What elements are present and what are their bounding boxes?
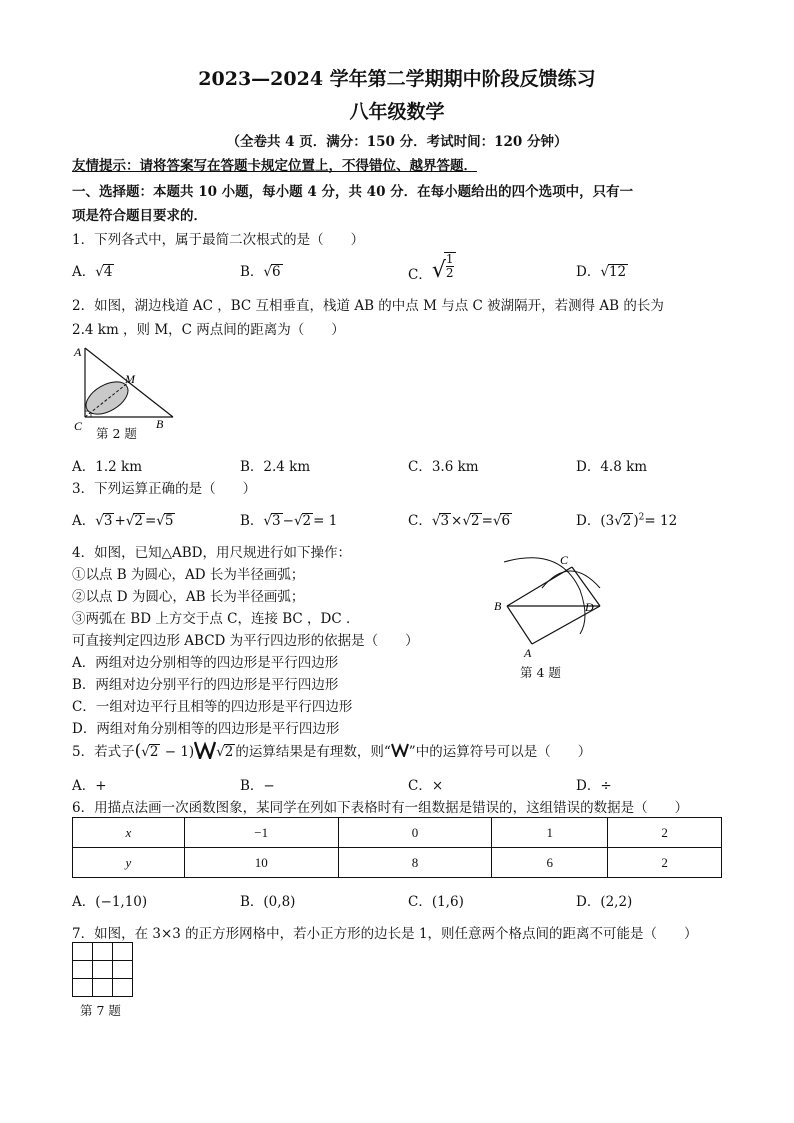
q3-option-c (408, 509, 512, 529)
radicand: 2 (224, 744, 234, 760)
q1-option-c (408, 252, 456, 283)
q6-option-d: D．(2,2) (576, 894, 633, 910)
label-c: C (74, 419, 83, 433)
q5-prefix: 5．若式子 (72, 744, 135, 760)
q6-table (72, 817, 722, 878)
question-4-line4: ③两弧在 BD 上方交于点 C，连接 BC ，DC ． (72, 611, 360, 627)
q4-figure (490, 548, 610, 663)
q2-figure-caption: 第 2 题 (96, 426, 137, 441)
table-header-x: x (73, 818, 185, 848)
operator: × (451, 513, 463, 529)
sqrt-icon: √ (95, 264, 104, 280)
q5-option-d: D．÷ (576, 778, 612, 794)
sqrt-icon: √ (263, 513, 273, 529)
operator-placeholder-icon (391, 743, 409, 757)
operator: − (282, 513, 294, 529)
radicand: 4 (103, 264, 113, 280)
q2-option-a: A．1.2 km (72, 459, 142, 475)
q5-option-a: A．+ (72, 778, 107, 794)
q3-option-a (72, 509, 175, 529)
label-a: A (524, 646, 532, 660)
q4-option-b: B．两组对边分别平行的四边形是平行四边形 (72, 677, 339, 693)
sqrt-icon: √ (431, 513, 441, 529)
q6-option-c: C．(1,6) (408, 894, 464, 910)
q7-grid-figure (72, 942, 134, 1000)
expr-part: − 1) (160, 744, 195, 760)
q6-option-a: A．(−1,10) (72, 894, 148, 910)
label-c: C (560, 553, 569, 567)
q4-option-d: D．两组对角分别相等的四边形是平行四边形 (72, 721, 340, 737)
q1-option-d (576, 260, 628, 280)
sqrt-icon: √ (600, 264, 609, 280)
sqrt-icon: √ (614, 513, 623, 529)
equals-sign: = (481, 513, 493, 529)
option-label: A． (72, 513, 96, 529)
label-b: B (494, 599, 502, 613)
q6-option-b: B．(0,8) (240, 894, 296, 910)
result: = 12 (644, 513, 678, 529)
option-label: D． (576, 264, 601, 280)
q5-suffix: 的运算结果是有理数，则“ (235, 744, 391, 760)
segment-bc (507, 567, 572, 606)
option-label: B． (240, 264, 264, 280)
radicand: 2 (470, 513, 480, 529)
q4-option-a: A．两组对边分别相等的四边形是平行四边形 (72, 655, 339, 671)
table-cell: 2 (608, 818, 722, 848)
table-row-x (73, 818, 722, 848)
paren-close: ) (633, 513, 639, 529)
result: = 1 (313, 513, 338, 529)
question-6-stem: 6．用描点法画一次函数图象，某同学在列如下表格时有一组数据是错误的，这组错误的数据是（ ） (72, 800, 689, 816)
sqrt-icon: √ (293, 513, 303, 529)
option-label: B． (240, 513, 264, 529)
q2-option-c: C．3.6 km (408, 459, 479, 475)
sqrt-icon: √ (263, 264, 273, 280)
sqrt-icon: √ (492, 513, 502, 529)
numerator: 1 (445, 252, 454, 266)
paren-open: ( (134, 741, 142, 761)
sqrt-icon: √ (95, 513, 104, 529)
q5-suffix2: ”中的运算符号可以是（ ） (408, 744, 592, 760)
exam-info: （全卷共 4 页．满分：150 分．考试时间：120 分钟） (226, 134, 568, 150)
radicand: 6 (272, 264, 281, 280)
radicand: 12 (608, 264, 627, 280)
table-cell: 10 (184, 848, 338, 878)
option-label: C． (408, 267, 432, 283)
table-cell: 6 (492, 848, 608, 878)
operator: + (114, 513, 126, 529)
option-label: C． (408, 513, 432, 529)
sqrt-icon: √ (125, 513, 135, 529)
sqrt-icon: √ (431, 258, 446, 283)
option-label: A． (72, 264, 96, 280)
table-cell: −1 (184, 818, 338, 848)
question-3-stem: 3．下列运算正确的是（ ） (72, 481, 257, 497)
radicand: 3 (103, 513, 113, 529)
question-2-line2: 2.4 km ，则 M，C 两点间的距离为（ ） (72, 322, 345, 338)
q4-figure-caption: 第 4 题 (520, 665, 561, 680)
radicand: 3 (272, 513, 281, 529)
radicand: 2 (622, 513, 632, 529)
q4-option-c: C．一组对边平行且相等的四边形是平行四边形 (72, 699, 353, 715)
q2-option-d: D．4.8 km (576, 459, 648, 475)
radicand: 3 (440, 513, 450, 529)
sqrt-icon: √ (462, 513, 471, 529)
radicand: 2 (134, 513, 143, 529)
question-2-line1: 2．如图，湖边栈道 AC ，BC 互相垂直，栈道 AB 的中点 M 与点 C 被湖隔开，若测得 AB 的长为 (72, 298, 664, 314)
sqrt-icon: √ (216, 744, 225, 760)
friendly-tip: 友情提示：请将答案写在答题卡规定位置上，不得错位、越界答题． (72, 158, 477, 174)
section-heading-line1: 一、选择题：本题共 10 小题，每小题 4 分，共 40 分．在每小题给出的四个选项中，只有一 (72, 184, 634, 200)
q3-option-d (576, 509, 677, 529)
radicand: 2 (149, 744, 159, 760)
label-a: A (74, 345, 82, 359)
radicand: 2 (302, 513, 312, 529)
q7-figure-caption: 第 7 题 (80, 1003, 121, 1018)
label-d: D (585, 600, 594, 614)
question-1-stem: 1．下列各式中，属于最简二次根式的是（ ） (72, 232, 365, 248)
radicand: 6 (501, 513, 511, 529)
page-subtitle: 八年级数学 (349, 101, 445, 123)
table-cell: 8 (338, 848, 492, 878)
table-cell: 1 (492, 818, 608, 848)
q1-option-a (72, 260, 114, 280)
paren-open: (3 (600, 513, 615, 529)
q1-option-b (240, 260, 283, 280)
question-4-line3: ②以点 D 为圆心，AB 长为半径画弧； (72, 589, 305, 605)
page-title: 2023—2024 学年第二学期期中阶段反馈练习 (198, 68, 596, 90)
table-cell: 2 (608, 848, 722, 878)
table-cell: 0 (338, 818, 492, 848)
q2-option-b: B．2.4 km (240, 459, 311, 475)
table-row-y (73, 848, 722, 878)
question-4-line1: 4．如图，已知△ABD，用尺规进行如下操作： (72, 545, 351, 561)
segment-ba (507, 606, 532, 644)
q5-option-b: B．− (240, 778, 275, 794)
option-label: D． (576, 513, 601, 529)
question-5-stem (72, 740, 591, 761)
label-b: B (156, 417, 164, 431)
q5-option-c: C．× (408, 778, 444, 794)
question-7-stem: 7．如图，在 3×3 的正方形网格中，若小正方形的边长是 1，则任意两个格点间的距离不可能是（ ） (72, 926, 698, 942)
question-4-line2: ①以点 B 为圆心，AD 长为半径画弧； (72, 567, 305, 583)
table-header-y: y (73, 848, 185, 878)
section-heading-line2: 项是符合题目要求的． (72, 208, 207, 224)
sqrt-icon: √ (156, 513, 165, 529)
exponent: 2 (638, 512, 645, 523)
grid-border (73, 943, 133, 997)
equals-sign: = (144, 513, 157, 529)
operator-placeholder-icon (194, 741, 216, 759)
q3-option-b (240, 509, 337, 529)
radicand: 5 (164, 513, 174, 529)
denominator: 2 (445, 266, 454, 280)
label-m: M (125, 372, 135, 386)
sqrt-icon: √ (141, 744, 150, 760)
question-4-line5: 可直接判定四边形 ABCD 为平行四边形的依据是（ ） (72, 633, 419, 649)
